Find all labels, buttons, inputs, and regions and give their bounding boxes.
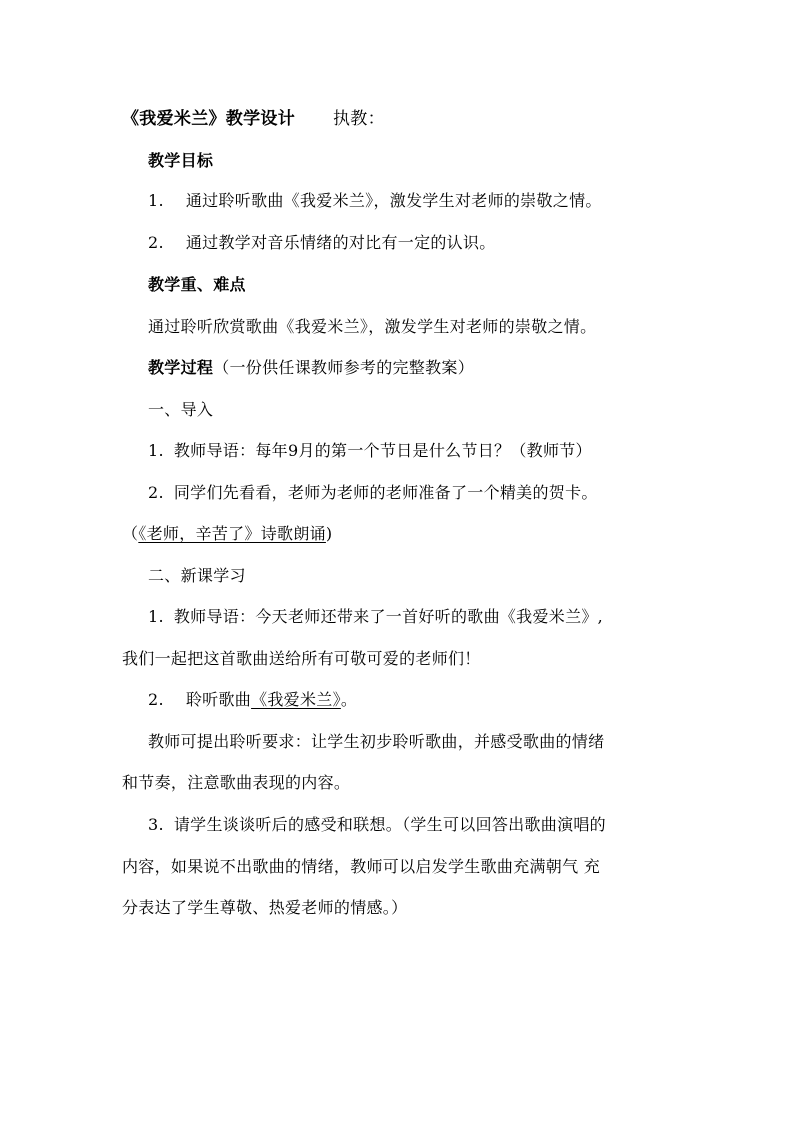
intro-item-num: 1. [148,441,164,460]
objective-num: 1. [148,191,164,210]
lesson-item-num: 2. [148,690,164,709]
new-lesson-item-3-line1 [148,814,606,836]
song-link[interactable]: 《我爱米兰》 [251,690,341,709]
intro-item-num: 2. [148,483,164,502]
teacher-label: 执教： [333,109,385,129]
objective-text: 通过聆听歌曲《我爱米兰》，激发学生对老师的崇敬之情。 [185,191,602,210]
lesson-item-text: 请学生谈谈听后的感受和联想。（学生可以回答出歌曲演唱的 [173,815,606,834]
objectives-heading: 教学目标 [148,151,214,170]
paren-open: （ [122,524,139,543]
intro-item-2-continuation [122,523,332,545]
process-heading-line [148,357,474,379]
objective-num: 2. [148,233,164,252]
document-title [122,108,385,130]
key-points-text: 通过聆听欣赏歌曲《我爱米兰》，激发学生对老师的崇敬之情。 [148,317,597,336]
lesson-item-num: 1. [148,607,164,626]
lesson-item-text: 教师导语：今天老师还带来了一首好听的歌曲《我爱米兰》, [173,607,604,626]
new-lesson-heading: 二、新课学习 [148,566,246,585]
lesson-item-prefix: 聆听歌曲 [185,690,252,709]
new-lesson-item-1-line2: 我们一起把这首歌曲送给所有可敬可爱的老师们！ [122,649,481,668]
new-lesson-item-2 [148,689,357,711]
new-lesson-item-2-detail-line1: 教师可提出聆听要求：让学生初步聆听歌曲，并感受歌曲的情绪 [148,732,605,751]
key-points-heading: 教学重、难点 [148,275,246,294]
intro-heading: 一、导入 [148,400,214,419]
lesson-item-suffix: 。 [340,690,358,709]
process-heading: 教学过程 [148,358,214,377]
lesson-item-num: 3. [148,815,164,834]
new-lesson-item-1-line1 [148,606,603,628]
objective-item-1 [148,190,602,212]
intro-item-text: 同学们先看看，老师为老师的老师准备了一个精美的贺卡。 [173,483,598,502]
intro-item-2 [148,482,598,504]
title-main: 《我爱米兰》教学设计 [122,109,295,129]
new-lesson-item-3-line2: 内容，如果说不出歌曲的情绪，教师可以启发学生歌曲充满朝气 充 [122,857,601,876]
objective-item-2 [148,232,496,254]
intro-item-text: 教师导语：每年9月的第一个节日是什么节日？（教师节） [173,441,592,460]
intro-item-1 [148,440,592,462]
objective-text: 通过教学对音乐情绪的对比有一定的认识。 [185,233,496,252]
new-lesson-item-2-detail-line2: 和节奏，注意歌曲表现的内容。 [122,773,351,792]
new-lesson-item-3-line3: 分表达了学生尊敬、热爱老师的情感。） [122,898,408,917]
poem-link[interactable]: 《老师，辛苦了》诗歌朗诵 [138,524,326,543]
paren-close: ) [325,524,333,543]
process-heading-note: （一份供任课教师参考的完整教案） [213,358,475,377]
